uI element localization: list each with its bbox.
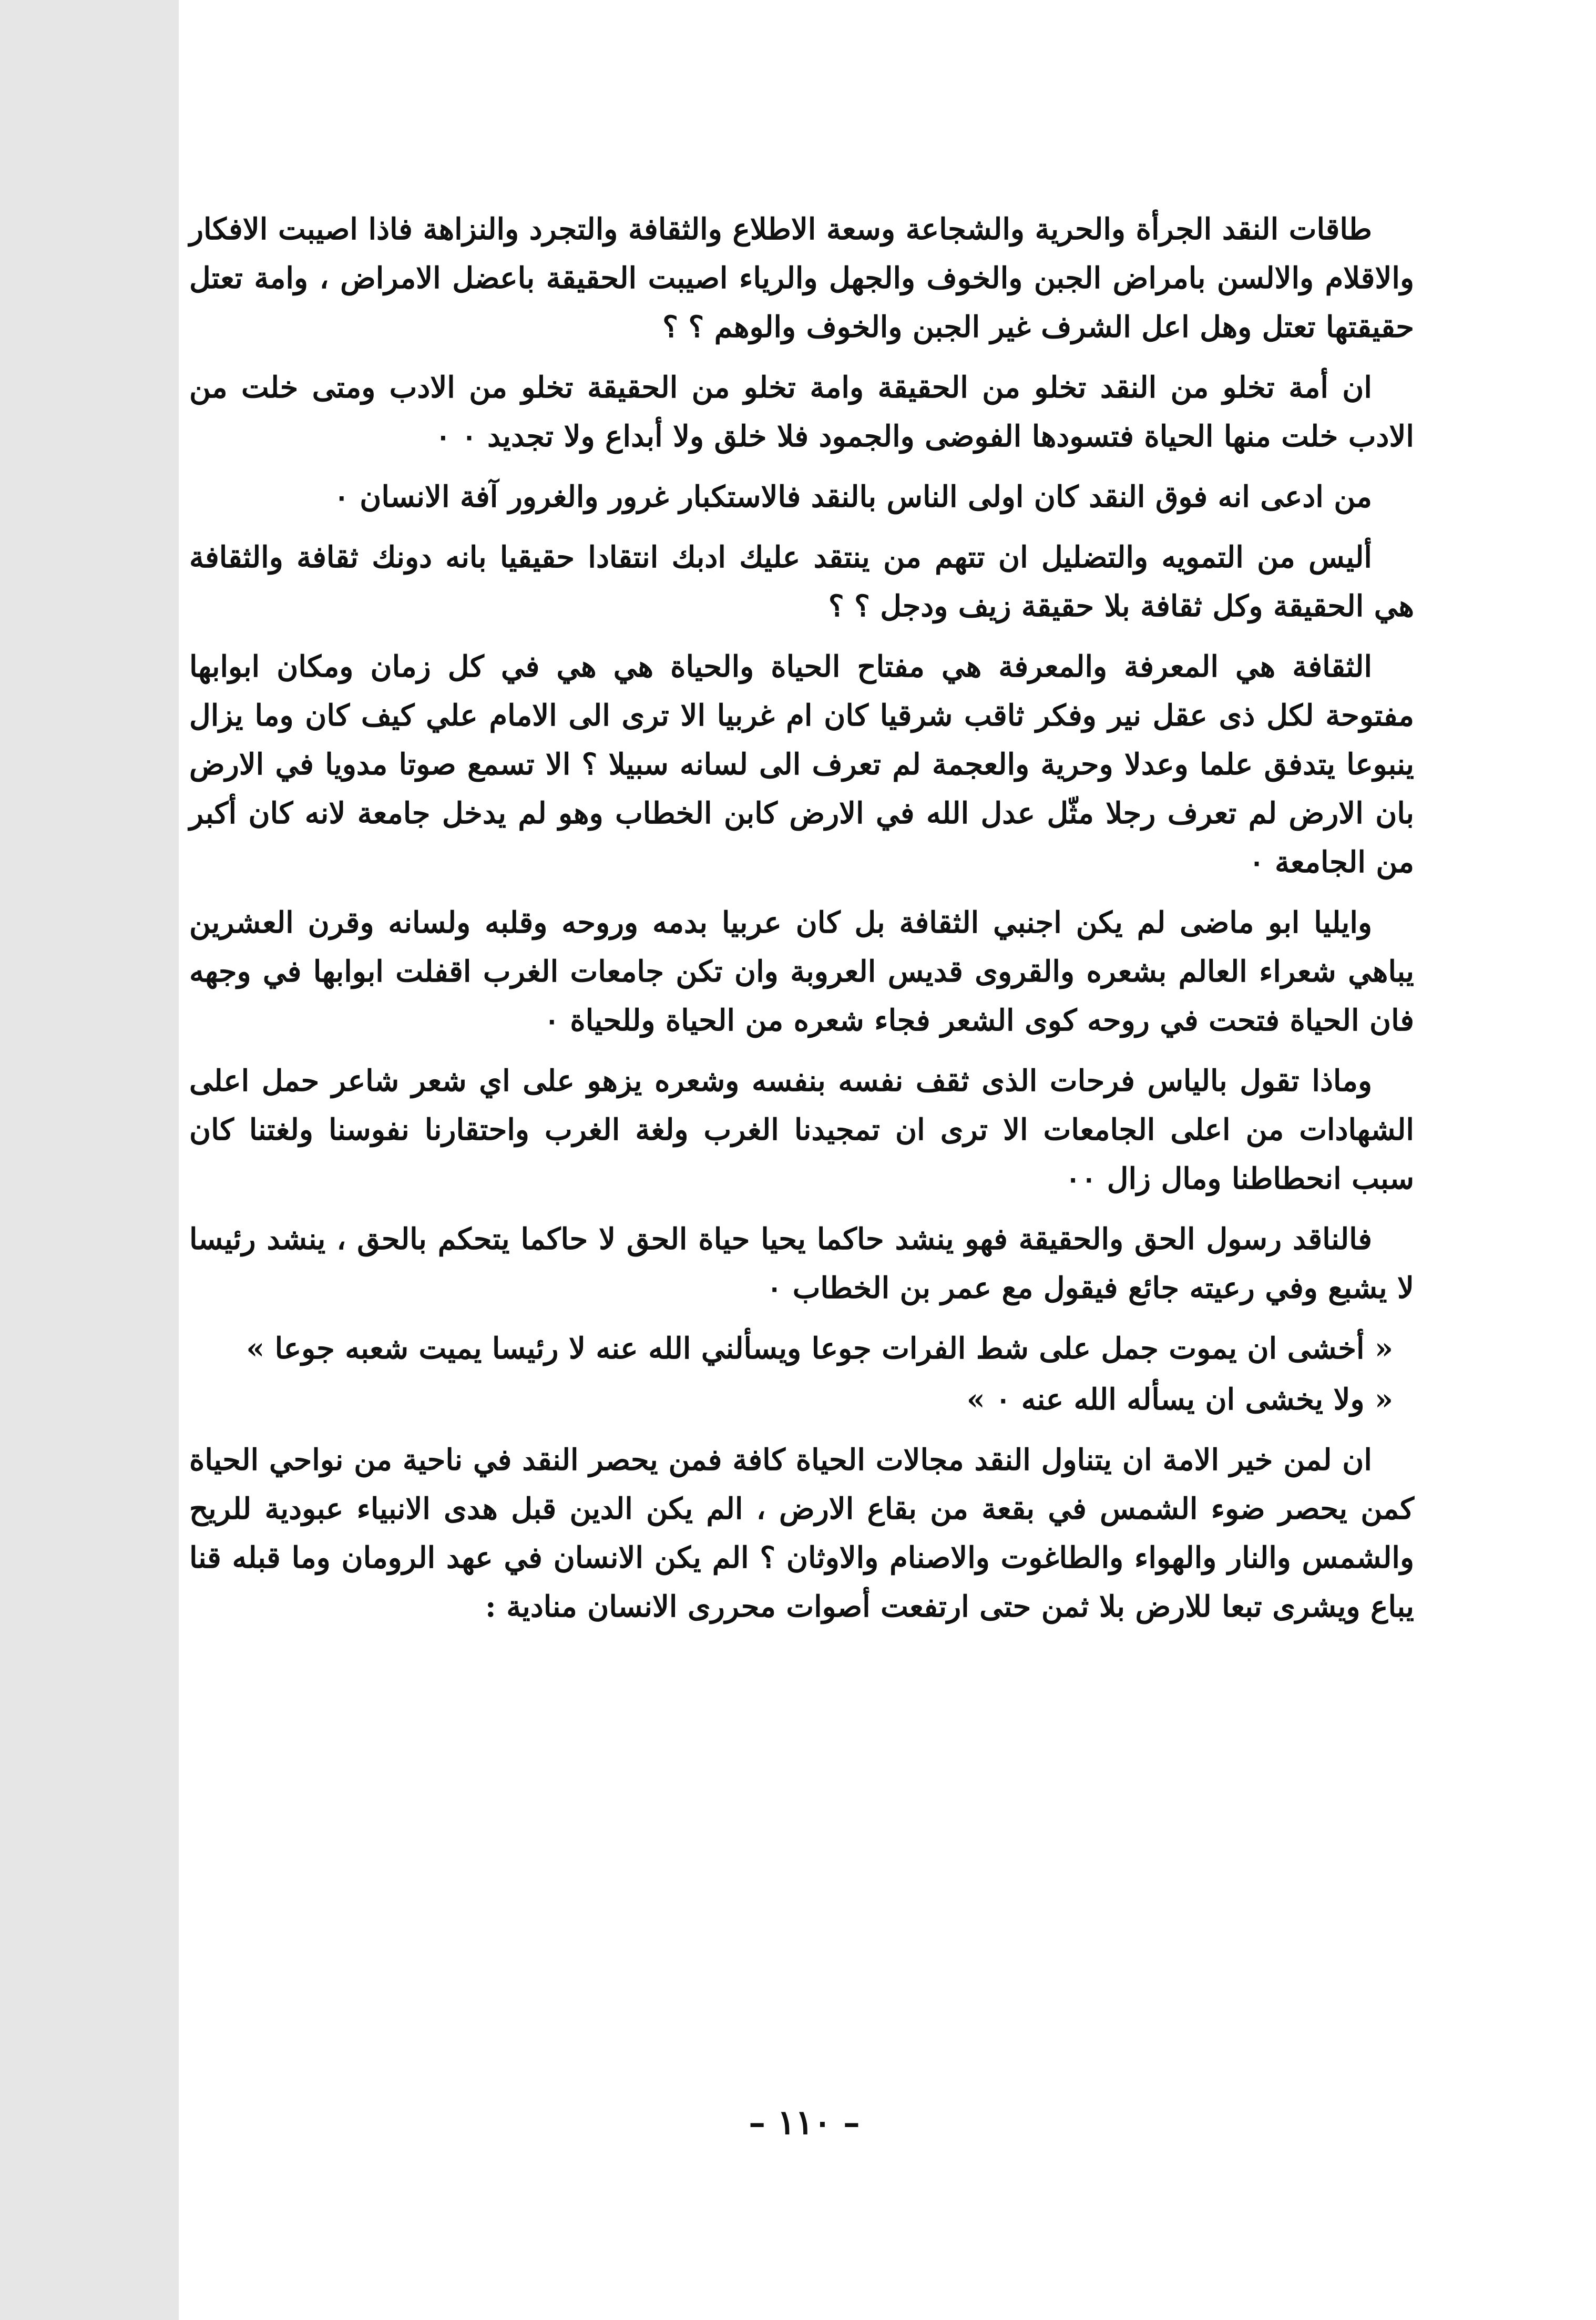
paragraph-closing: ان لمن خير الامة ان يتناول النقد مجالات الحياة كافة فمن يحصر النقد في ناحية من نواحي الحياة كمن يحصر ضوء الشمس في بقعة من بقاع الارض ، الم يكن الدين قبل هدى الانبياء عبودية للريح والشمس والنار والهواء والطاغوت والاصنام والاوثان ؟ الم يكن الانسان في عهد الرومان وما قبله قنا يباع ويشرى تبعا للارض بلا ثمن حتى ارتفعت أصوات محررى الانسان منادية : (189, 1443, 1415, 1624)
paragraph-culture-knowledge: الثقافة هي المعرفة والمعرفة هي مفتاح الحياة والحياة هي هي في كل زمان ومكان ابوابها مفتوحة لكل ذى عقل نير وفكر ثاقب شرقيا كان ام غربيا الا ترى الى الامام علي كيف كان وما يزال ينبوعا يتدفق علما وعدلا وحرية والعجمة لم تعرف الى لسانه سبيلا ؟ الا تسمع صوتا مدويا في الارض بان الارض لم تعرف رجلا مثّل عدل الله في الارض كابن الخطاب وهو لم يدخل جامعة لانه كان أكبر من الجامعة ٠ (189, 649, 1414, 880)
paragraph-deception: أليس من التمويه والتضليل ان تتهم من ينتقد عليك ادبك انتقادا حقيقيا بانه دونك ثقافة والثقافة هي الحقيقة وكل ثقافة بلا حقيقة زيف ودجل ؟ ؟ (189, 540, 1414, 624)
paragraph-abu-madi: وايليا ابو ماضى لم يكن اجنبي الثقافة بل كان عربيا بدمه وروحه وقلبه ولسانه وقرن العشرين يباهي شعراء العالم بشعره والقروى قديس العروبة وان تكن جامعات الغرب اقفلت ابوابها في وجهه فان الحياة فتحت في روحه كوى الشعر فجاء شعره من الحياة وللحياة ٠ (189, 905, 1414, 1038)
paragraph-critique-qualities: طاقات النقد الجرأة والحرية والشجاعة وسعة الاطلاع والثقافة والتجرد والنزاهة فاذا اصيبت الافكار والاقلام والالسن بامراض الجبن والخوف والجهل والرياء اصيبت الحقيقة باعضل الامراض ، وامة تعتل حقيقتها تعتل وهل اعل الشرف غير الجبن والخوف والوهم ؟ ؟ (189, 212, 1414, 344)
quote-fear-of-god: « ولا يخشى ان يسأله الله عنه ٠ » (966, 1382, 1393, 1417)
quote-umar: « أخشى ان يموت جمل على شط الفرات جوعا ويسألني الله عنه لا رئيسا يميت شعبه جوعا » (246, 1331, 1393, 1366)
paragraph-nation-without-critique: ان أمة تخلو من النقد تخلو من الحقيقة وامة تخلو من الحقيقة تخلو من الادب ومتى خلت من الادب خلت منها الحياة فتسودها الفوضى والجمود فلا خلق ولا أبداع ولا تجديد ٠ ٠ (189, 370, 1414, 454)
paragraph-farhat: وماذا تقول بالياس فرحات الذى ثقف نفسه بنفسه وشعره يزهو على اي شعر شاعر حمل اعلى الشهادات من اعلى الجامعات الا ترى ان تمجيدنا الغرب ولغة الغرب واحتقارنا نفوسنا ولغتنا كان سبب انحطاطنا ومال زال ٠٠ (189, 1064, 1414, 1196)
page-number: – ١١٠ – (749, 2103, 860, 2142)
page-text (189, 205, 1414, 1643)
paragraph-critic-messenger: فالناقد رسول الحق والحقيقة فهو ينشد حاكما يحيا حياة الحق لا حاكما يتحكم بالحق ، ينشد رئيسا لا يشبع وفي رعيته جائع فيقول مع عمر بن الخطاب ٠ (189, 1222, 1414, 1305)
scan-margin (0, 0, 179, 2320)
paragraph-above-critique: من ادعى انه فوق النقد كان اولى الناس بالنقد فالاستكبار غرور والغرور آفة الانسان ٠ (333, 479, 1372, 514)
